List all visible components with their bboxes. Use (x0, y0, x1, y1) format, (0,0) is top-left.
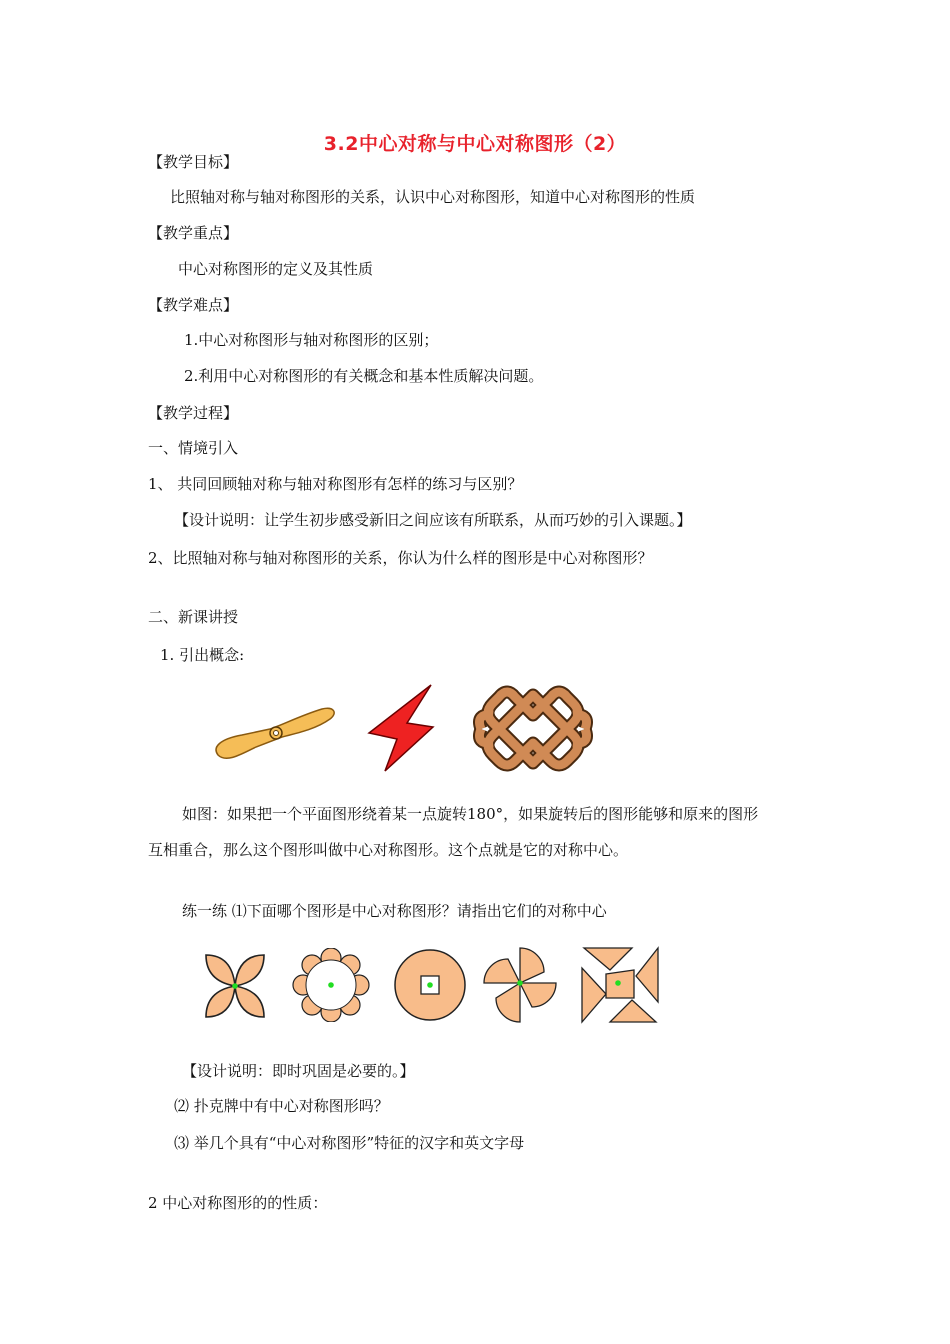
difficulty-item: 1.中心对称图形与轴对称图形的区别； (184, 331, 439, 349)
goal-text: 比照轴对称与轴对称图形的关系，认识中心对称图形，知道中心对称图形的性质 (170, 188, 696, 206)
concept-heading: 1. 引出概念: (160, 646, 245, 664)
process-heading: 【教学过程】 (148, 404, 239, 422)
design-note-1: 【设计说明：让学生初步感受新旧之间应该有所联系，从而巧妙的引入课题。】 (174, 511, 692, 529)
practice-line: 练一练 ⑴下面哪个图形是中心对称图形？请指出它们的对称中心 (182, 902, 607, 920)
lightning-bolt-icon (367, 683, 437, 773)
difficulty-heading: 【教学难点】 (148, 296, 239, 314)
flower-ring-shape (292, 948, 370, 1022)
design-note-2: 【设计说明：即时巩固是必要的。】 (182, 1062, 415, 1080)
definition-line-2: 互相重合，那么这个图形叫做中心对称图形。这个点就是它的对称中心。 (148, 841, 629, 859)
practice-2: ⑵ 扑克牌中有中心对称图形吗？ (174, 1097, 389, 1115)
definition-line-1: 如图：如果把一个平面图形绕着某一点旋转180°，如果旋转后的图形能够和原来的图形 (182, 805, 759, 823)
goal-heading: 【教学目标】 (148, 153, 239, 171)
difficulty-item: 2.利用中心对称图形的有关概念和基本性质解决问题。 (184, 367, 544, 385)
part2-heading: 二、新课讲授 (148, 608, 239, 626)
triangles-shape (580, 946, 660, 1024)
pinwheel-shape (482, 946, 558, 1024)
question-2: 2、比照轴对称与轴对称图形的关系，你认为什么样的图形是中心对称图形？ (148, 549, 653, 567)
part1-heading: 一、情境引入 (148, 439, 239, 457)
practice-3: ⑶ 举几个具有“中心对称图形”特征的汉字和英文字母 (174, 1134, 525, 1152)
property-heading: 2 中心对称图形的的性质： (148, 1194, 328, 1212)
four-petal-shape (202, 951, 268, 1021)
coin-shape (393, 948, 467, 1022)
chinese-knot-icon (471, 683, 595, 773)
key-text: 中心对称图形的定义及其性质 (178, 260, 374, 278)
page-title: 3.2中心对称与中心对称图形（2） (323, 133, 627, 155)
question-1: 1、 共同回顾轴对称与轴对称图形有怎样的练习与区别？ (148, 475, 523, 493)
key-heading: 【教学重点】 (148, 224, 239, 242)
propeller-icon (212, 703, 338, 765)
